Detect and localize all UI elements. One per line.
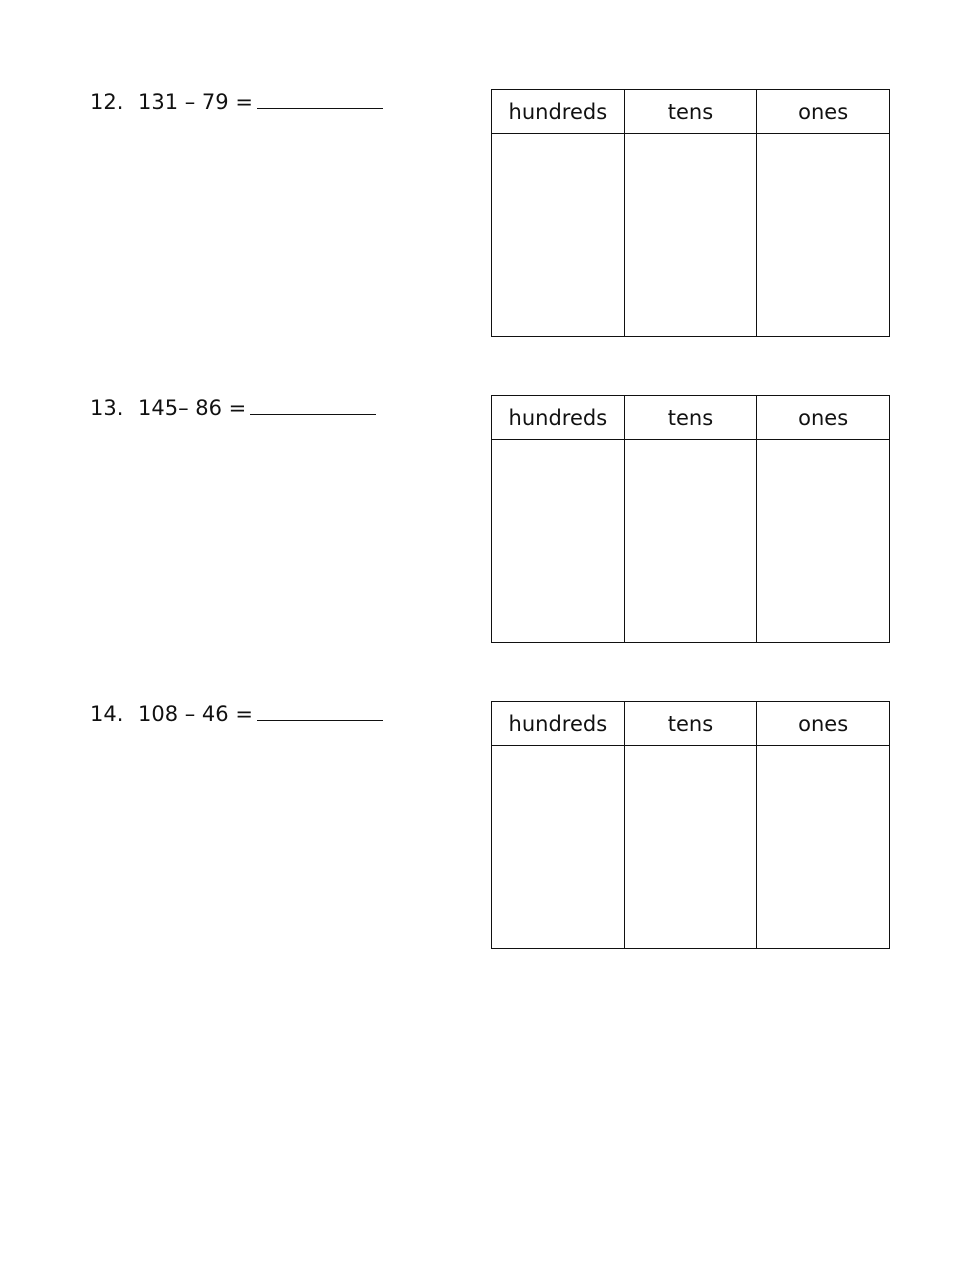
problem-number: 14. [90, 702, 124, 726]
column-header-ones: ones [757, 90, 890, 134]
place-value-chart-13 [491, 395, 890, 643]
chart-header-row [492, 702, 890, 746]
place-value-chart-12 [491, 89, 890, 337]
hundreds-cell[interactable] [492, 134, 625, 337]
problem-expression: 145– 86 = [138, 396, 247, 420]
column-header-hundreds: hundreds [492, 90, 625, 134]
problem-expression: 131 – 79 = [138, 90, 253, 114]
hundreds-cell[interactable] [492, 746, 625, 949]
place-value-chart-14 [491, 701, 890, 949]
answer-blank[interactable] [257, 88, 383, 109]
problem-number: 13. [90, 396, 124, 420]
column-header-ones: ones [757, 396, 890, 440]
hundreds-cell[interactable] [492, 440, 625, 643]
chart-header-row [492, 396, 890, 440]
ones-cell[interactable] [757, 440, 890, 643]
tens-cell[interactable] [624, 746, 757, 949]
problem-13 [90, 394, 376, 422]
chart-work-row [492, 440, 890, 643]
column-header-hundreds: hundreds [492, 702, 625, 746]
tens-cell[interactable] [624, 134, 757, 337]
problem-14 [90, 700, 383, 728]
chart-work-row [492, 134, 890, 337]
problem-12 [90, 88, 383, 116]
ones-cell[interactable] [757, 134, 890, 337]
column-header-ones: ones [757, 702, 890, 746]
tens-cell[interactable] [624, 440, 757, 643]
column-header-hundreds: hundreds [492, 396, 625, 440]
answer-blank[interactable] [250, 394, 376, 415]
column-header-tens: tens [624, 702, 757, 746]
column-header-tens: tens [624, 396, 757, 440]
problem-expression: 108 – 46 = [138, 702, 253, 726]
column-header-tens: tens [624, 90, 757, 134]
chart-header-row [492, 90, 890, 134]
chart-work-row [492, 746, 890, 949]
ones-cell[interactable] [757, 746, 890, 949]
answer-blank[interactable] [257, 700, 383, 721]
problem-number: 12. [90, 90, 124, 114]
